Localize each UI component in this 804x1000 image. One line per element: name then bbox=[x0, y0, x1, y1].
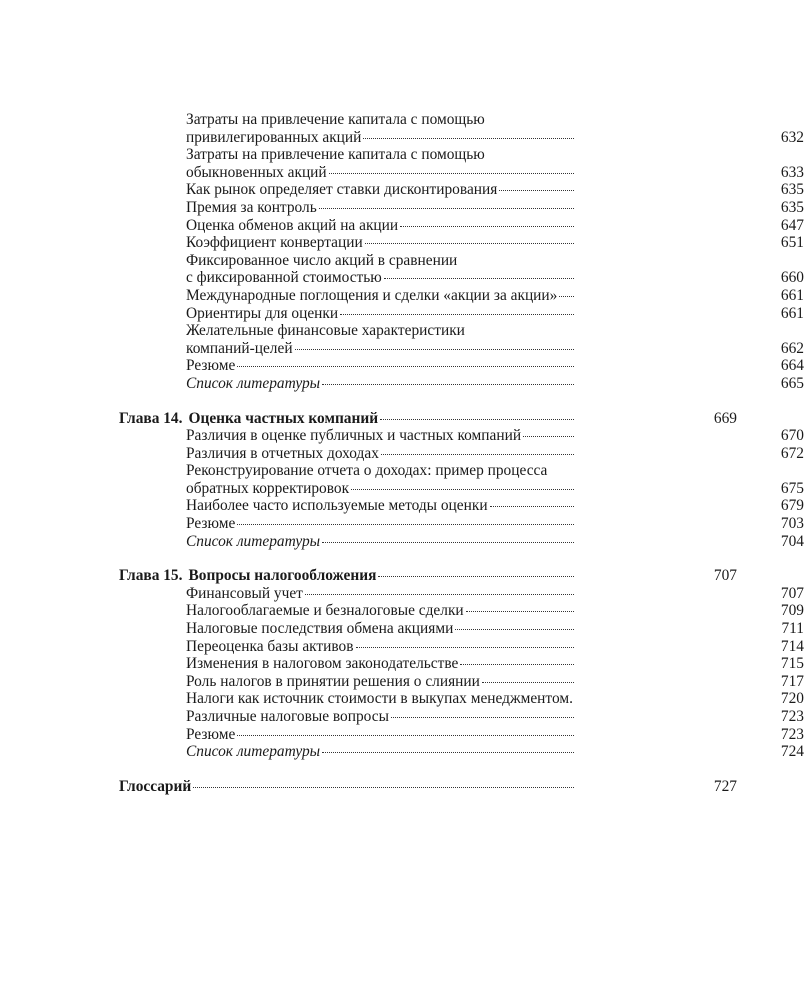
entry-line bbox=[186, 743, 804, 761]
entry-text: Различия в оценке публичных и частных компаний bbox=[186, 427, 522, 445]
page-number: 707 bbox=[713, 567, 737, 585]
toc-entry[interactable] bbox=[0, 286, 804, 305]
entry-line bbox=[186, 357, 804, 375]
toc-entry[interactable] bbox=[0, 304, 804, 323]
entry-line bbox=[186, 637, 804, 656]
entry-text: Резюме bbox=[186, 357, 236, 375]
entry-line bbox=[186, 427, 804, 445]
toc-section bbox=[0, 761, 737, 796]
page-number: 647 bbox=[780, 216, 804, 234]
toc-entry[interactable] bbox=[0, 620, 804, 638]
entry-line bbox=[186, 304, 804, 323]
section-gap bbox=[0, 550, 694, 567]
toc-entry[interactable] bbox=[0, 198, 804, 217]
dot-leader bbox=[356, 646, 574, 648]
entry-text: Финансовый учет bbox=[186, 584, 303, 602]
entry-text: Международные поглощения и сделки «акции за акции» bbox=[186, 286, 558, 304]
entry-text: компаний-целей bbox=[186, 339, 293, 357]
entry-line bbox=[186, 252, 694, 270]
toc-entry[interactable] bbox=[0, 725, 804, 744]
dot-leader bbox=[193, 786, 574, 788]
chapter-heading[interactable] bbox=[119, 777, 737, 796]
section-gap bbox=[0, 761, 694, 778]
dot-leader bbox=[322, 751, 574, 753]
dot-leader bbox=[322, 541, 574, 543]
entry-line bbox=[186, 690, 804, 708]
toc-section bbox=[0, 111, 804, 393]
toc-entry[interactable] bbox=[0, 672, 804, 691]
dot-leader bbox=[322, 383, 574, 385]
entry-line bbox=[186, 111, 694, 129]
dot-leader bbox=[365, 242, 574, 244]
toc-entry[interactable] bbox=[0, 497, 804, 515]
entry-text: Список литературы bbox=[186, 532, 321, 550]
dot-leader bbox=[351, 488, 574, 490]
page-number: 635 bbox=[780, 198, 804, 216]
toc-entry[interactable] bbox=[0, 444, 804, 463]
entry-line bbox=[186, 672, 804, 691]
entry-text: Изменения в налоговом законодательстве bbox=[186, 655, 459, 673]
toc-section bbox=[0, 393, 804, 551]
entry-line bbox=[186, 532, 804, 551]
page-number: 704 bbox=[780, 532, 804, 550]
page-number: 672 bbox=[780, 444, 804, 462]
entry-text: Как рынок определяет ставки дисконтирования bbox=[186, 181, 498, 199]
entry-text: Налоговые последствия обмена акциями bbox=[186, 620, 454, 638]
page-number: 715 bbox=[780, 655, 804, 673]
entry-line bbox=[186, 444, 804, 463]
dot-leader bbox=[490, 505, 574, 507]
page-number: 660 bbox=[780, 269, 804, 287]
toc-entry[interactable] bbox=[0, 462, 804, 497]
entry-line bbox=[186, 725, 804, 744]
entry-line bbox=[186, 198, 804, 217]
page-number: 651 bbox=[780, 234, 804, 252]
entry-text: обыкновенных акций bbox=[186, 163, 327, 181]
page-number: 723 bbox=[780, 725, 804, 743]
entry-line bbox=[186, 620, 804, 638]
chapter-heading[interactable] bbox=[119, 409, 737, 428]
toc-entry[interactable] bbox=[0, 584, 804, 603]
entry-text: Фиксированное число акций в сравнении bbox=[186, 251, 458, 269]
toc-entry[interactable] bbox=[0, 602, 804, 620]
entry-text: Резюме bbox=[186, 515, 236, 533]
chapter-title bbox=[119, 410, 378, 428]
entry-line bbox=[186, 146, 694, 164]
page-number: 707 bbox=[780, 584, 804, 602]
entry-text: Затраты на привлечение капитала с помощью bbox=[186, 111, 485, 128]
page-number: 714 bbox=[780, 637, 804, 655]
page-number: 670 bbox=[780, 427, 804, 445]
entry-text: Коэффициент конвертации bbox=[186, 234, 363, 252]
chapter-title bbox=[119, 778, 191, 796]
entry-line bbox=[186, 655, 804, 673]
entry-line bbox=[186, 462, 694, 480]
entry-line bbox=[186, 497, 804, 515]
page-number: 727 bbox=[713, 777, 737, 795]
toc-entry[interactable] bbox=[0, 234, 804, 252]
toc-entry[interactable] bbox=[0, 111, 804, 146]
entry-line bbox=[186, 163, 804, 182]
dot-leader bbox=[523, 435, 574, 437]
chapter-title bbox=[119, 567, 376, 585]
dot-leader bbox=[295, 348, 574, 350]
dot-leader bbox=[384, 277, 574, 279]
entry-line bbox=[186, 181, 804, 199]
toc-section bbox=[0, 550, 804, 761]
page-number: 724 bbox=[780, 743, 804, 761]
toc-entry[interactable] bbox=[0, 146, 804, 181]
page-number: 711 bbox=[781, 620, 804, 638]
entry-text: Налогооблагаемые и безналоговые сделки bbox=[186, 602, 464, 620]
entry-line bbox=[186, 708, 804, 726]
dot-leader bbox=[363, 137, 574, 139]
page-number: 635 bbox=[780, 181, 804, 199]
dot-leader bbox=[237, 365, 574, 367]
dot-leader bbox=[340, 313, 574, 315]
toc-entry[interactable] bbox=[0, 322, 804, 357]
entry-text: Различия в отчетных доходах bbox=[186, 444, 379, 462]
toc-entry[interactable] bbox=[0, 515, 804, 533]
dot-leader bbox=[380, 418, 574, 420]
dot-leader bbox=[391, 716, 574, 718]
entry-text: привилегированных акций bbox=[186, 128, 362, 146]
page-number: 717 bbox=[780, 672, 804, 690]
entry-line bbox=[186, 269, 804, 287]
dot-leader bbox=[237, 734, 574, 736]
dot-leader bbox=[466, 610, 574, 612]
entry-line bbox=[186, 515, 804, 533]
page-number: 720 bbox=[780, 690, 804, 708]
page-number: 679 bbox=[780, 497, 804, 515]
toc-entry[interactable] bbox=[0, 357, 804, 375]
entry-text: Различные налоговые вопросы bbox=[186, 708, 389, 725]
entry-line bbox=[186, 128, 804, 147]
dot-leader bbox=[482, 681, 574, 683]
page-number: 703 bbox=[780, 515, 804, 533]
page-number: 662 bbox=[780, 339, 804, 357]
entry-line bbox=[186, 286, 804, 305]
entry-text: Роль налогов в принятии решения о слиянии bbox=[186, 672, 480, 690]
toc-entry[interactable] bbox=[0, 181, 804, 199]
page-number: 669 bbox=[713, 409, 737, 427]
chapter-title-text: Оценка частных компаний bbox=[188, 409, 379, 427]
chapter-label: Глава 15. bbox=[119, 567, 183, 585]
entry-text: Премия за контроль bbox=[186, 198, 317, 216]
toc-entry[interactable] bbox=[0, 216, 804, 235]
toc-entry[interactable] bbox=[0, 374, 804, 393]
entry-line bbox=[186, 216, 804, 235]
dot-leader bbox=[378, 575, 574, 577]
chapter-title-text: Глоссарий bbox=[119, 777, 192, 795]
entry-line bbox=[186, 234, 804, 252]
toc-entry[interactable] bbox=[0, 690, 804, 708]
toc-entry[interactable] bbox=[0, 532, 804, 551]
dot-leader bbox=[499, 189, 574, 191]
page-number: 664 bbox=[780, 357, 804, 375]
toc-entry[interactable] bbox=[0, 655, 804, 673]
entry-text: Переоценка базы активов bbox=[186, 637, 354, 655]
chapter-label: Глава 14. bbox=[119, 409, 183, 427]
entry-text: Затраты на привлечение капитала с помощью bbox=[186, 146, 485, 164]
dot-leader bbox=[237, 523, 574, 525]
entry-text: Список литературы bbox=[186, 374, 321, 392]
table-of-contents bbox=[0, 111, 804, 795]
entry-text: Ориентиры для оценки bbox=[186, 304, 339, 322]
dot-leader bbox=[329, 172, 574, 174]
entry-line bbox=[186, 602, 804, 620]
page-number: 632 bbox=[780, 128, 804, 146]
dot-leader bbox=[381, 453, 574, 455]
page-number: 665 bbox=[780, 374, 804, 392]
toc-entry[interactable] bbox=[0, 743, 804, 761]
chapter-heading[interactable] bbox=[119, 567, 737, 585]
entry-text: Налоги как источник стоимости в выкупах менеджментом. bbox=[186, 690, 573, 708]
dot-leader bbox=[460, 663, 574, 665]
toc-entry[interactable] bbox=[0, 427, 804, 445]
page-number: 723 bbox=[780, 708, 804, 725]
entry-line bbox=[186, 322, 694, 340]
entry-text: Список литературы bbox=[186, 743, 321, 761]
page-number: 675 bbox=[780, 479, 804, 497]
dot-leader bbox=[559, 295, 574, 297]
entry-line bbox=[186, 584, 804, 603]
dot-leader bbox=[400, 225, 574, 227]
entry-text: Наиболее часто используемые методы оценки bbox=[186, 497, 488, 515]
entry-text: Оценка обменов акций на акции bbox=[186, 216, 399, 234]
toc-entry[interactable] bbox=[0, 251, 804, 287]
entry-text: Резюме bbox=[186, 725, 236, 743]
entry-line bbox=[186, 339, 804, 358]
entry-text: с фиксированной стоимостью bbox=[186, 269, 382, 287]
page-number: 661 bbox=[780, 304, 804, 322]
dot-leader bbox=[455, 628, 574, 630]
entry-text: обратных корректировок bbox=[186, 479, 350, 497]
dot-leader bbox=[305, 593, 574, 595]
page-number: 709 bbox=[780, 602, 804, 620]
entry-text: Реконструирование отчета о доходах: пример процесса bbox=[186, 462, 548, 480]
toc-entry[interactable] bbox=[0, 708, 804, 726]
section-gap bbox=[0, 393, 694, 410]
page-number: 633 bbox=[780, 163, 804, 181]
entry-line bbox=[186, 479, 804, 498]
page-number: 661 bbox=[780, 286, 804, 304]
entry-line bbox=[186, 374, 804, 393]
entry-text: Желательные финансовые характеристики bbox=[186, 322, 465, 340]
dot-leader bbox=[319, 207, 574, 209]
chapter-title-text: Вопросы налогообложения bbox=[188, 567, 377, 585]
toc-entry[interactable] bbox=[0, 637, 804, 656]
